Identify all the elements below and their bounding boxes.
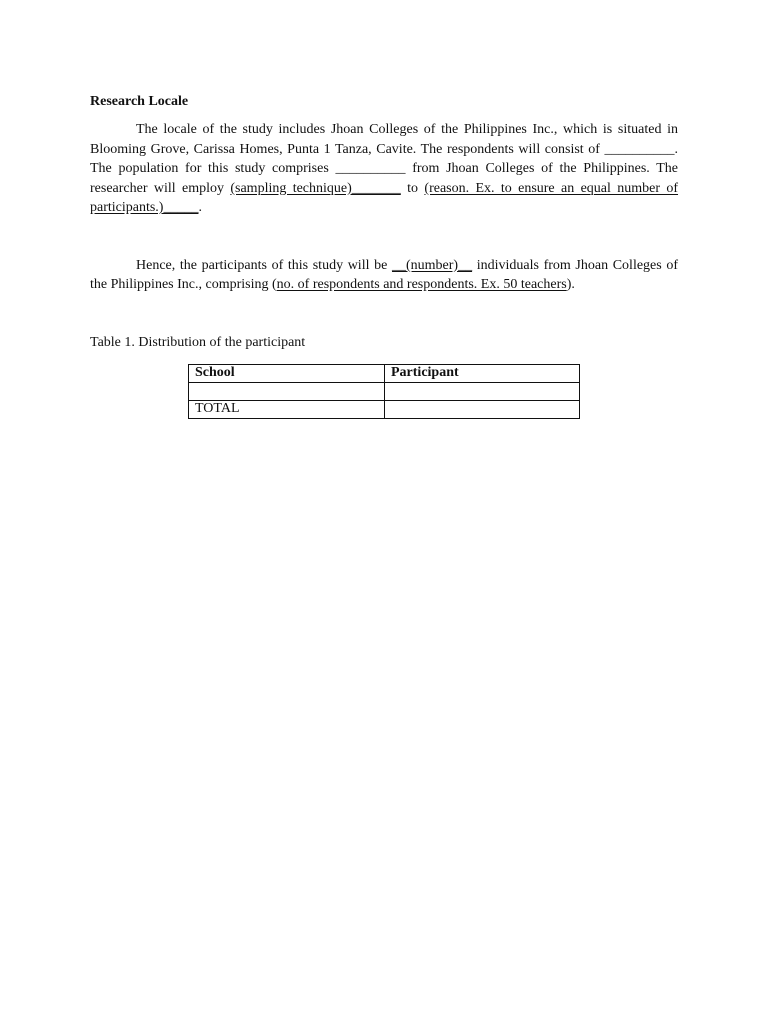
p1-sampling-technique: (sampling technique)_______ [230, 180, 401, 196]
p1-part3: from Jhoan Colleges of the Philippines. The researcher will employ [90, 161, 679, 196]
distribution-table [188, 364, 580, 419]
table-header-row [189, 364, 580, 382]
p1-reason: (reason. Ex. to ensure an equal number of participants.)_____ [90, 180, 679, 215]
p2-respondents: no. of respondents and respondents. Ex. 50 teachers [276, 277, 567, 292]
p2-number: __(number)__ [391, 257, 473, 273]
cell-total-label: TOTAL [189, 400, 385, 418]
paragraph-participants [90, 256, 678, 295]
p1-intro: The locale of the study includes Jhoan Colleges of the Philippines Inc., which is situated in Blooming Grove, Carissa Homes, Punta 1 Tanza, Cavite. The respondents will consist of [90, 122, 678, 157]
p1-blank-population: __________ [335, 161, 406, 176]
section-heading: Research Locale [90, 94, 189, 109]
header-participant: Participant [385, 364, 580, 382]
header-school: School [189, 364, 385, 382]
document-page [90, 92, 678, 419]
p1-end: . [198, 200, 202, 215]
table-caption: Table 1. Distribution of the participant [90, 334, 306, 350]
cell-school [189, 382, 385, 400]
p2-part2: individuals from Jhoan Colleges of the Philippines Inc., comprising ( [90, 257, 679, 292]
p1-part2: . The population for this study comprises [90, 141, 678, 176]
paragraph-locale [90, 120, 678, 218]
p1-part4: to [407, 180, 419, 196]
p1-blank-respondents: __________ [604, 141, 675, 157]
cell-participant [385, 382, 580, 400]
cell-total-value [385, 400, 580, 418]
p2-end: ). [566, 277, 575, 292]
table-row [189, 382, 580, 400]
p2-intro: Hence, the participants of this study will be [136, 257, 388, 273]
table-row-total [189, 400, 580, 418]
